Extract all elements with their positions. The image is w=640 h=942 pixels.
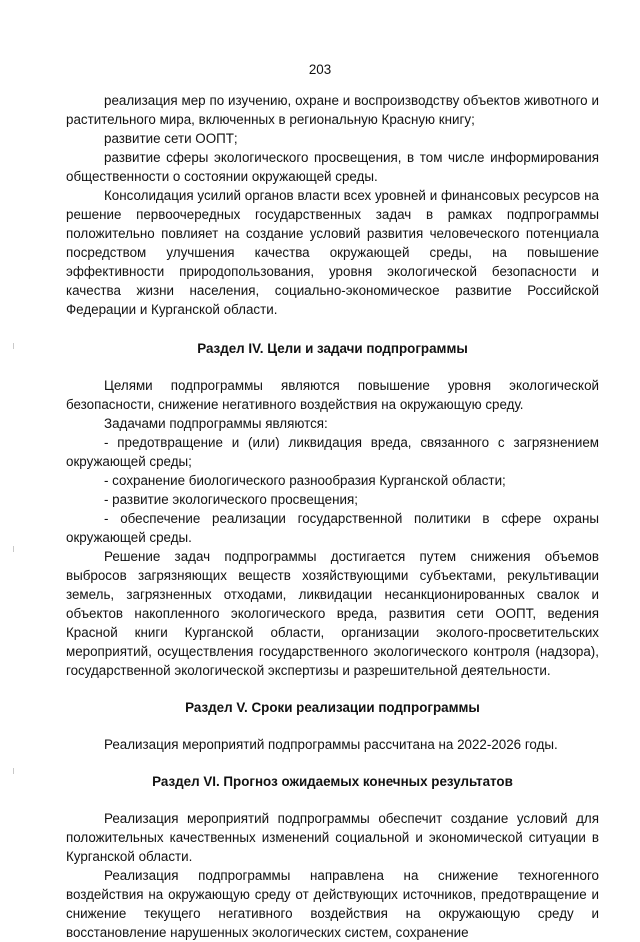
margin-mark bbox=[13, 343, 14, 349]
paragraph: Консолидация усилий органов власти всех уровней и финансовых ресурсов на решение первоочередных государственных задач в рамках подпрограммы положительно повлияет на создание условий развития человеческого потенциала посредством улучшения качества окружающей среды, на повышение эффективности природопользования, уровня экологической безопасности и качества жизни населения, социально-экономическое развитие Российской Федерации и Курганской области. bbox=[66, 188, 599, 317]
paragraph: развитие сферы экологического просвещения, в том числе информирования общественности о состоянии окружающей среды. bbox=[66, 150, 599, 184]
margin-mark bbox=[13, 768, 14, 774]
section-heading: Раздел V. Сроки реализации подпрограммы bbox=[185, 700, 480, 715]
list-item: - предотвращение и (или) ликвидация вреда, связанного с загрязнением окружающей среды; bbox=[66, 435, 599, 469]
paragraph: Реализация мероприятий подпрограммы рассчитана на 2022-2026 годы. bbox=[104, 737, 558, 752]
section-heading: Раздел IV. Цели и задачи подпрограммы bbox=[197, 341, 468, 356]
paragraph: Целями подпрограммы являются повышение уровня экологической безопасности, снижение негативного воздействия на окружающую среду. bbox=[66, 378, 599, 412]
paragraph: Реализация подпрограммы направлена на снижение техногенного воздействия на окружающую среду от действующих источников, предотвращение и снижение текущего негативного воздействия на окружающую среду и восстановление нарушенных экологических систем, сохранение bbox=[66, 868, 599, 940]
paragraph: Реализация мероприятий подпрограммы обеспечит создание условий для положительных качественных изменений социальной и экономической ситуации в Курганской области. bbox=[66, 811, 599, 864]
paragraph: Решение задач подпрограммы достигается путем снижения объемов выбросов загрязняющих веществ хозяйствующими субъектами, рекультивации земель, загрязненных отходами, ликвидации несанкционированных свалок и объектов накопленного экологического вреда, развития сети ООПТ, ведения Красной книги Курганской области, организации эколого-просветительских мероприятий, осуществления государственного экологического контроля (надзора), государственной экологической экспертизы и разрешительной деятельности. bbox=[66, 549, 599, 678]
paragraph: развитие сети ООПТ; bbox=[104, 131, 238, 146]
margin-mark bbox=[13, 546, 14, 552]
list-item: - обеспечение реализации государственной политики в сфере охраны окружающей среды. bbox=[66, 511, 599, 545]
document-body bbox=[66, 91, 599, 942]
list-item: - развитие экологического просвещения; bbox=[104, 492, 358, 507]
paragraph: Задачами подпрограммы являются: bbox=[104, 416, 328, 431]
list-item: - сохранение биологического разнообразия Курганской области; bbox=[104, 473, 506, 488]
section-heading: Раздел VI. Прогноз ожидаемых конечных результатов bbox=[152, 774, 513, 789]
paragraph: реализация мер по изучению, охране и воспроизводству объектов животного и растительного мира, включенных в региональную Красную книгу; bbox=[66, 93, 599, 127]
page-number: 203 bbox=[308, 62, 332, 77]
